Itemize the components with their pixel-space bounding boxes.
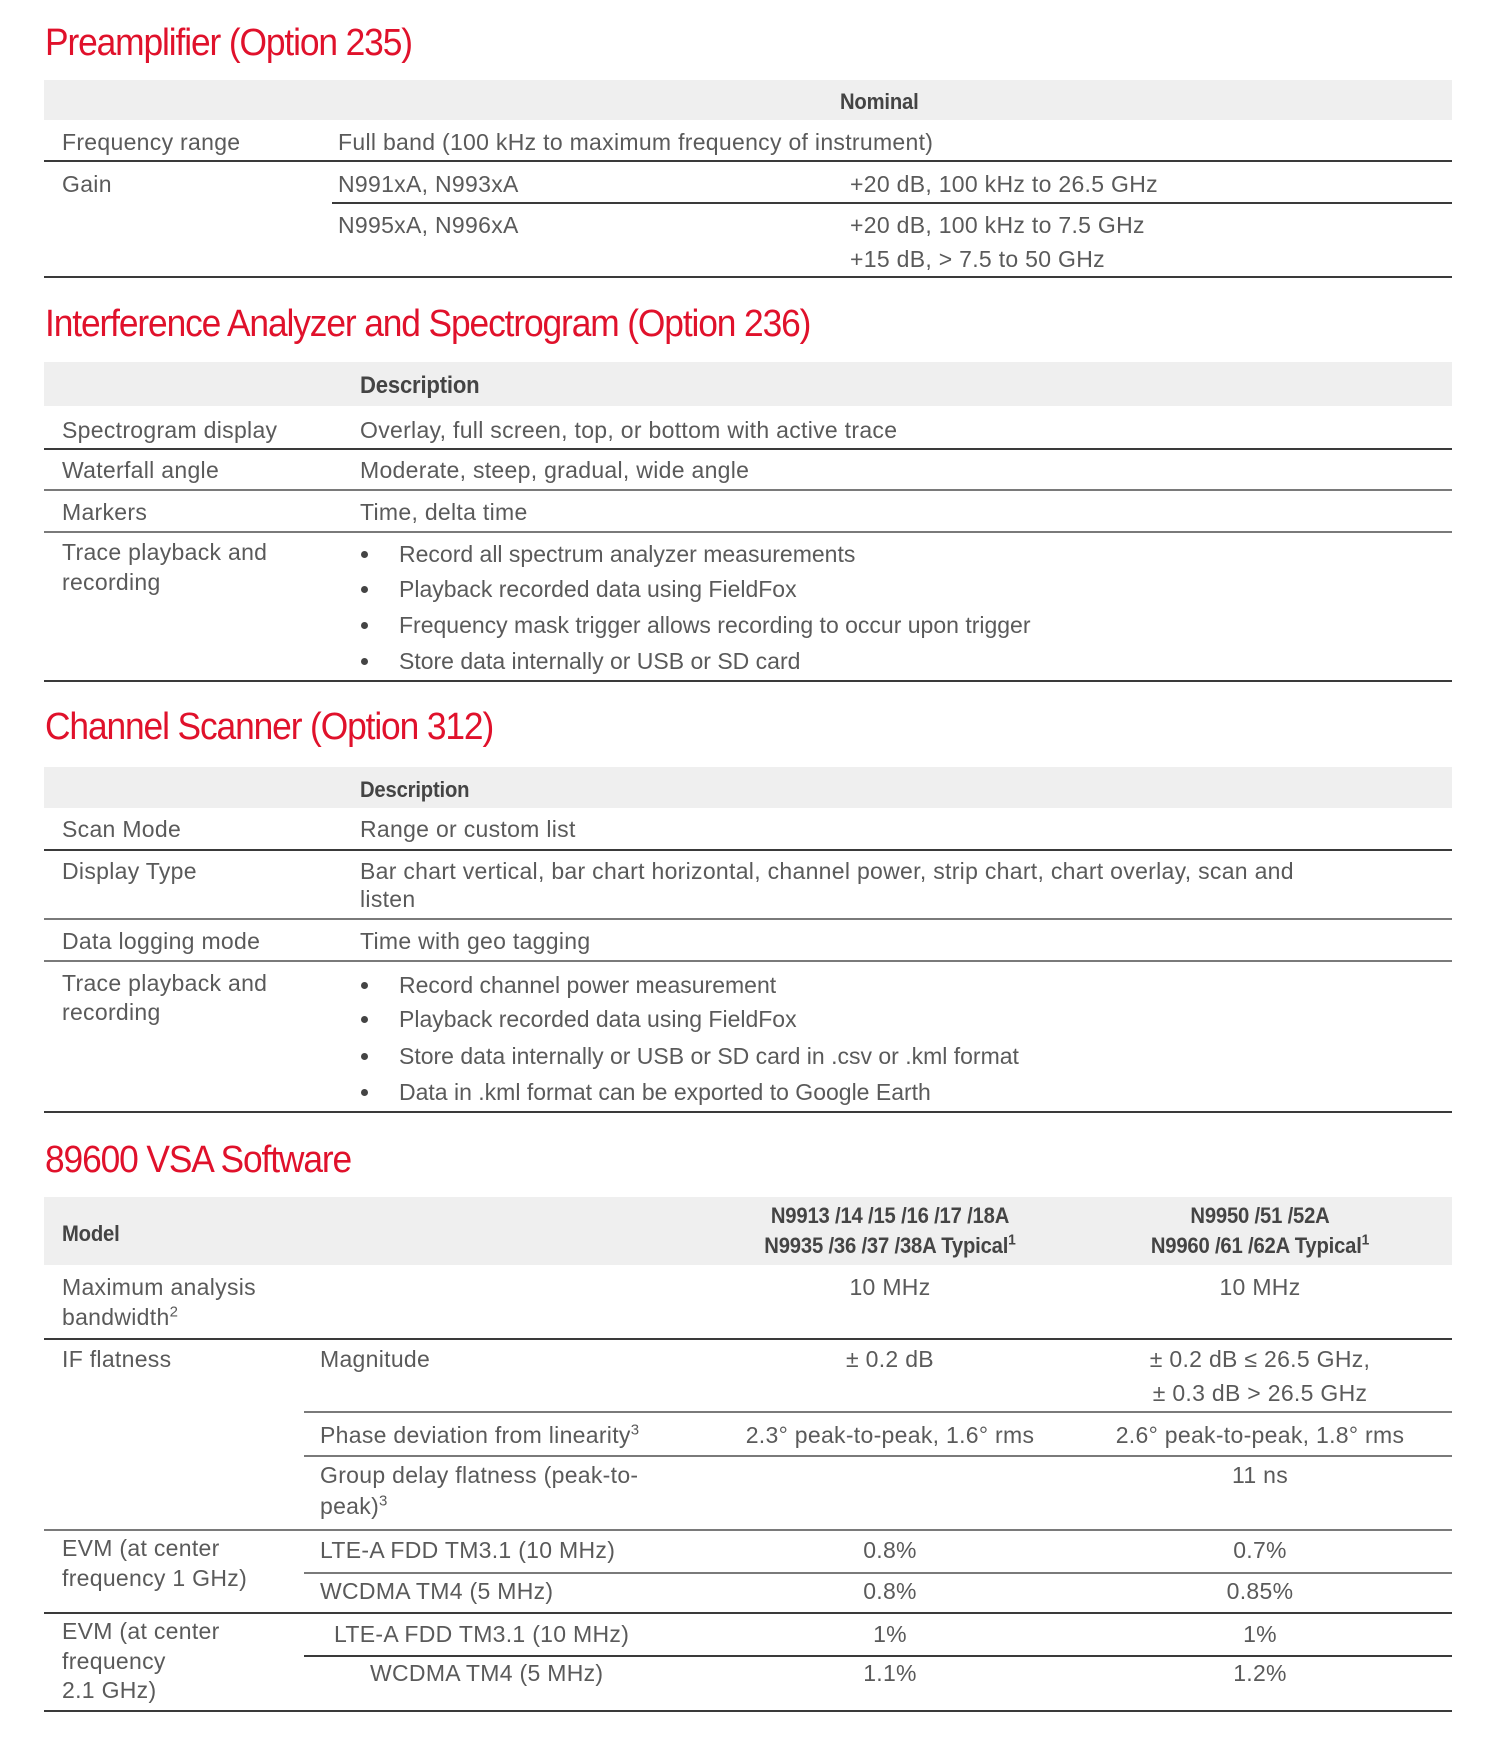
row-label: Spectrogram display (62, 417, 278, 443)
divider (44, 489, 1452, 491)
row-value: 10 MHz (1219, 1274, 1301, 1300)
row-value: Overlay, full screen, top, or bottom with active trace (360, 417, 898, 443)
row-value: 11 ns (1231, 1462, 1289, 1488)
row-label: Markers (62, 499, 148, 525)
divider (304, 1411, 1452, 1413)
divider (44, 448, 1452, 450)
row-value: ± 0.2 dB (846, 1346, 934, 1372)
row-label: Display Type (62, 858, 197, 884)
section-title: Channel Scanner (Option 312) (45, 706, 494, 748)
divider (44, 276, 1452, 278)
row-label: Trace playback and (62, 970, 268, 996)
row-value: 1% (873, 1621, 907, 1647)
section-title: Interference Analyzer and Spectrogram (Option 236) (45, 303, 811, 345)
sub-row-label: peak)$^3$ (320, 1492, 388, 1519)
divider (332, 202, 1452, 204)
section-title: Preamplifier (Option 235) (45, 22, 412, 64)
row-value: 0.8% (863, 1537, 917, 1563)
gain-value: +15 dB, > 7.5 to 50 GHz (850, 246, 1105, 272)
row-label: IF flatness (62, 1346, 172, 1372)
bullet-icon (361, 658, 368, 665)
divider (44, 531, 1452, 533)
divider (44, 1338, 1452, 1340)
column-header-description: Description (360, 777, 470, 802)
row-value: Time, delta time (360, 499, 528, 525)
row-value: 10 MHz (849, 1274, 931, 1300)
row-label: frequency (62, 1648, 166, 1674)
section-title: 89600 VSA Software (45, 1139, 352, 1181)
row-value: 1.2% (1233, 1660, 1287, 1686)
row-label: frequency 1 GHz) (62, 1565, 248, 1591)
bullet-icon (361, 1016, 368, 1023)
divider (304, 1455, 1452, 1457)
row-label: Gain (62, 171, 112, 197)
gain-value: +20 dB, 100 kHz to 26.5 GHz (850, 171, 1158, 197)
column-header-description: Description (360, 372, 480, 399)
divider (44, 960, 1452, 962)
divider (44, 1612, 1452, 1614)
row-label: EVM (at center (62, 1535, 220, 1561)
column-header-fieldfox-group-1: N9913 /14 /15 /16 /17 /18A (770, 1203, 1010, 1228)
row-value: Range or custom list (360, 816, 576, 842)
row-value: 0.8% (863, 1578, 917, 1604)
bullet-icon (361, 586, 368, 593)
divider (44, 1529, 1452, 1531)
row-label: EVM (at center (62, 1618, 220, 1644)
divider (44, 160, 1452, 162)
table-header (44, 80, 1452, 120)
row-value: 2.6° peak-to-peak, 1.8° rms (1115, 1422, 1405, 1448)
row-value: 0.7% (1233, 1537, 1287, 1563)
divider (44, 680, 1452, 682)
row-value: 1.1% (863, 1660, 917, 1686)
bullet-icon (361, 551, 368, 558)
model-group: N995xA, N996xA (338, 212, 519, 238)
model-group: N991xA, N993xA (338, 171, 519, 197)
column-header-fieldfox-group-2: N9950 /51 /52A (1190, 1203, 1330, 1228)
row-label: Data logging mode (62, 928, 261, 954)
column-header-fieldfox-group-1: N9935 /36 /37 /38A Typical$^1$ (764, 1231, 1016, 1258)
table-header (44, 362, 1452, 406)
gain-value: +20 dB, 100 kHz to 7.5 GHz (850, 212, 1145, 238)
sub-row-label: Phase deviation from linearity$^3$ (320, 1421, 640, 1448)
row-value: ± 0.2 dB ≤ 26.5 GHz, (1149, 1346, 1371, 1372)
sub-row-label: Group delay flatness (peak-to- (320, 1462, 639, 1488)
sub-row-label: WCDMA TM4 (5 MHz) (370, 1660, 604, 1686)
row-value: Moderate, steep, gradual, wide angle (360, 457, 750, 483)
row-label: Maximum analysis (62, 1274, 256, 1300)
divider (44, 1111, 1452, 1113)
sub-row-label: LTE-A FDD TM3.1 (10 MHz) (320, 1537, 616, 1563)
row-value: Full band (100 kHz to maximum frequency of instrument) (338, 129, 934, 155)
row-value: 1% (1243, 1621, 1277, 1647)
row-label: bandwidth$^2$ (62, 1303, 179, 1330)
row-label: recording (62, 999, 161, 1025)
sub-row-label: Magnitude (320, 1346, 431, 1372)
row-label: Trace playback and (62, 539, 268, 565)
row-value: 2.3° peak-to-peak, 1.6° rms (745, 1422, 1035, 1448)
row-value: Time with geo tagging (360, 928, 591, 954)
sub-row-label: WCDMA TM4 (5 MHz) (320, 1578, 554, 1604)
bullet-icon (361, 622, 368, 629)
row-value: ± 0.3 dB > 26.5 GHz (1152, 1380, 1368, 1406)
column-header-model: Model (62, 1221, 120, 1246)
divider (44, 849, 1452, 851)
divider (304, 1572, 1452, 1574)
column-header-fieldfox-group-2: N9960 /61 /62A Typical$^1$ (1150, 1231, 1370, 1258)
column-header-nominal: Nominal (840, 89, 919, 114)
row-value: Bar chart vertical, bar chart horizontal, channel power, strip chart, chart overlay, scan and (360, 858, 1294, 884)
bullet-icon (361, 982, 368, 989)
row-label: Waterfall angle (62, 457, 220, 483)
row-label: Frequency range (62, 129, 241, 155)
divider (44, 1710, 1452, 1712)
sub-row-label: LTE-A FDD TM3.1 (10 MHz) (334, 1621, 630, 1647)
divider (44, 918, 1452, 920)
bullet-icon (361, 1089, 368, 1096)
row-value: listen (360, 886, 416, 912)
row-value: 0.85% (1226, 1578, 1294, 1604)
row-label: 2.1 GHz) (62, 1677, 157, 1703)
bullet-icon (361, 1053, 368, 1060)
divider (304, 1655, 1452, 1657)
row-label: recording (62, 569, 161, 595)
table-header (44, 767, 1452, 808)
row-label: Scan Mode (62, 816, 182, 842)
